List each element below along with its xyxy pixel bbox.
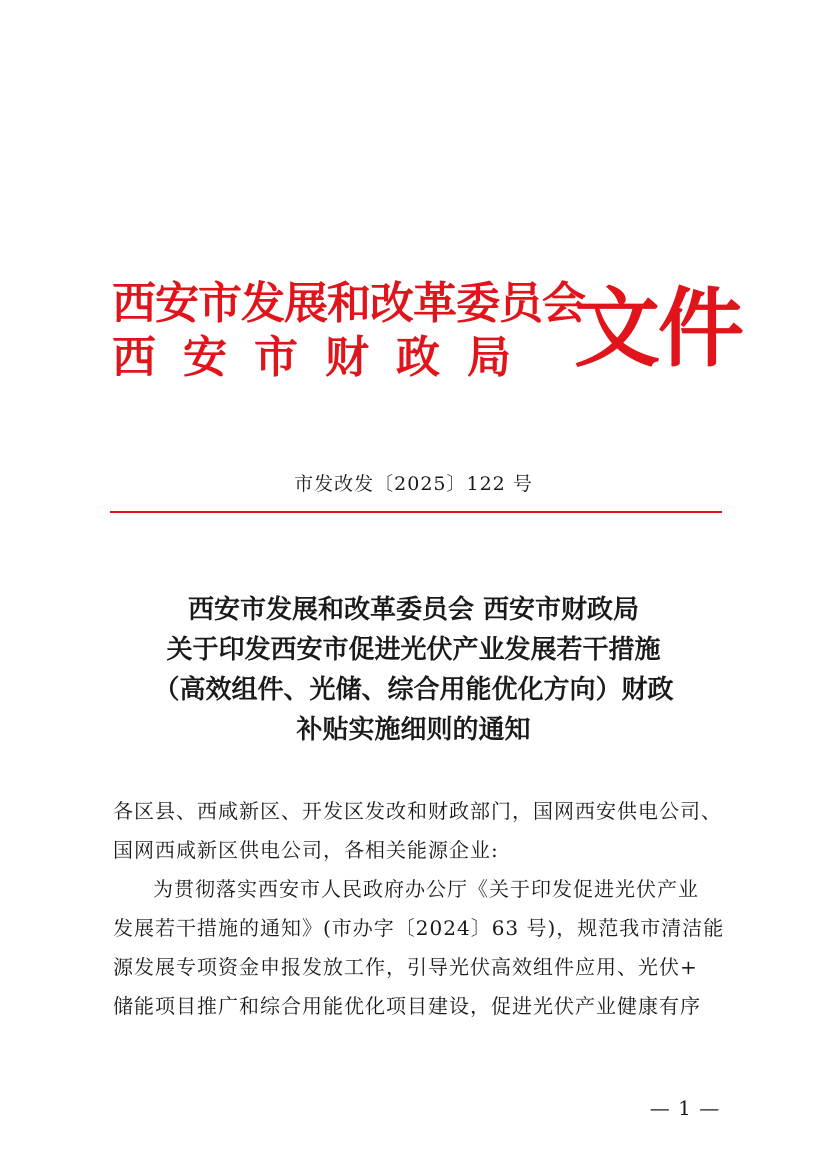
red-divider-line	[110, 511, 722, 513]
document-word: 文件	[574, 278, 742, 379]
document-title	[90, 590, 737, 750]
addressee-line: 国网西咸新区供电公司，各相关能源企业:	[113, 838, 499, 862]
title-line: 关于印发西安市促进光伏产业发展若干措施	[166, 635, 661, 665]
title-line: 补贴实施细则的通知	[296, 715, 531, 745]
title-line: 西安市发展和改革委员会 西安市财政局	[187, 595, 640, 625]
body-paragraph-line: 发展若干措施的通知》(市办字〔2024〕63 号)，规范我市清洁能	[113, 916, 725, 940]
addressee-line: 各区县、西咸新区、开发区发改和财政部门，国网西安供电公司、	[113, 799, 722, 823]
document-body	[113, 792, 725, 1026]
issuer-name-development-reform: 西安市发展和改革委员会	[112, 278, 585, 329]
body-paragraph-line: 源发展专项资金申报发放工作，引导光伏高效组件应用、光伏+	[113, 955, 698, 979]
title-line: （高效组件、光储、综合用能优化方向）财政	[153, 675, 674, 705]
page-number: — 1 —	[649, 1096, 721, 1120]
body-paragraph-line: 为贯彻落实西安市人民政府办公厅《关于印发促进光伏产业	[153, 877, 699, 901]
document-number: 市发改发〔2025〕122 号	[294, 473, 533, 495]
issuer-name-finance-bureau: 西安市财政局	[112, 332, 538, 383]
issuing-authorities-header	[112, 270, 742, 400]
body-paragraph-line: 储能项目推广和综合用能优化项目建设，促进光伏产业健康有序	[113, 994, 701, 1018]
